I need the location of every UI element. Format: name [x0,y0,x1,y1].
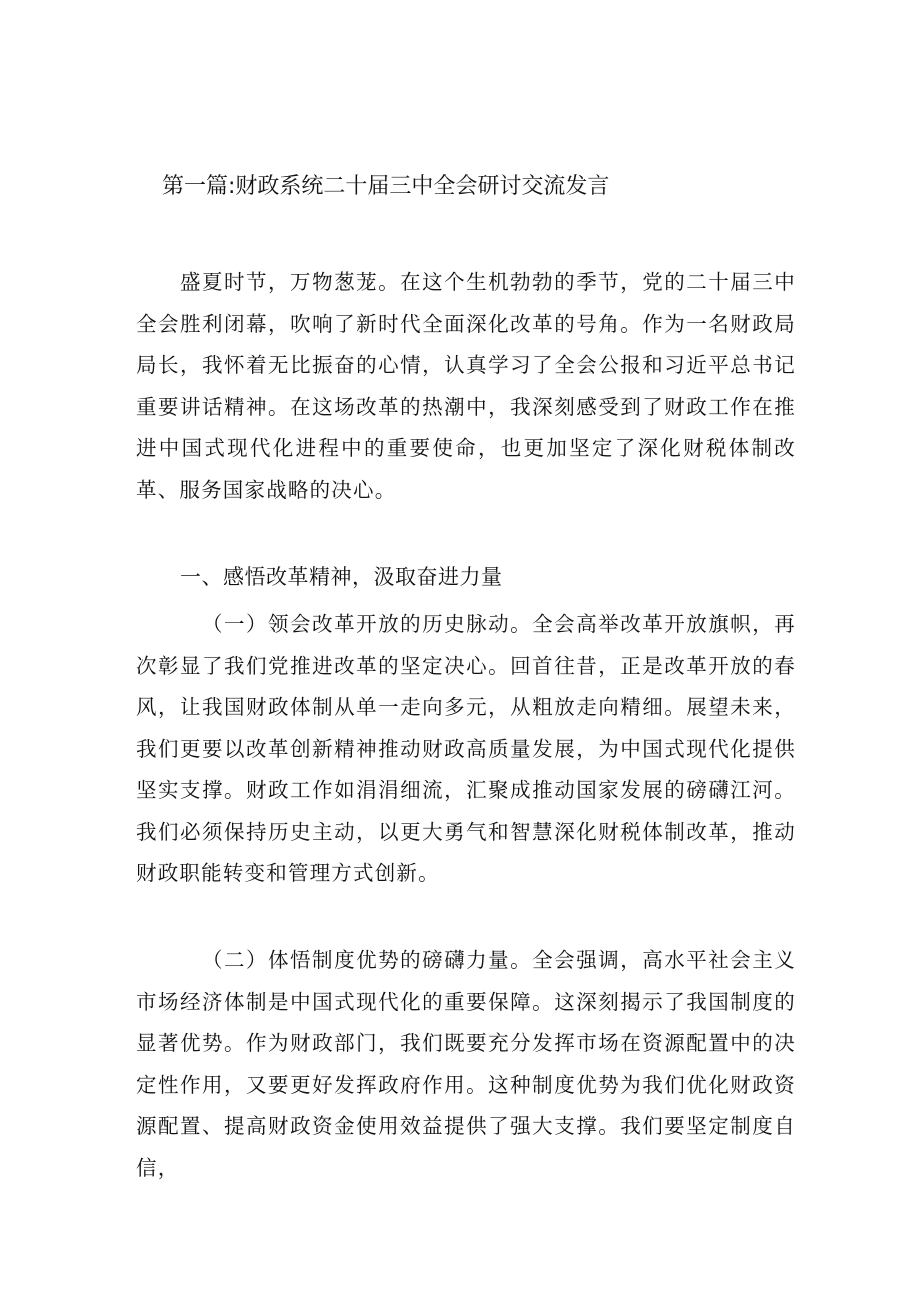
section-paragraph-1: （一）领会改革开放的历史脉动。全会高举改革开放旗帜，再次彰显了我们党推进改革的坚定决心。回首往昔，正是改革开放的春风，让我国财政体制从单一走向多元，从粗放走向精细。展望未来，我们更要以改革创新精神推动财政高质量发展，为中国式现代化提供坚实支撑。财政工作如涓涓细流，汇聚成推动国家发展的磅礴江河。我们必须保持历史主动，以更大勇气和智慧深化财税体制改革，推动财政职能转变和管理方式创新。 [136,612,796,885]
document-title: 第一篇:财政系统二十届三中全会研讨交流发言 [162,174,610,199]
section-heading: 一、感悟改革精神，汲取奋进力量 [180,565,503,589]
section-paragraph-2: （二）体悟制度优势的磅礴力量。全会强调，高水平社会主义市场经济体制是中国式现代化的重要保障。这深刻揭示了我国制度的显著优势。作为财政部门，我们既要充分发挥市场在资源配置中的决定性作用，又要更好发挥政府作用。这种制度优势为我们优化财政资源配置、提高财政资金使用效益提供了强大支撑。我们要坚定制度自信， [136,948,796,1180]
intro-paragraph: 盛夏时节，万物葱茏。在这个生机勃勃的季节，党的二十届三中全会胜利闭幕，吹响了新时代全面深化改革的号角。作为一名财政局局长，我怀着无比振奋的心情，认真学习了全会公报和习近平总书记重要讲话精神。在这场改革的热潮中，我深刻感受到了财政工作在推进中国式现代化进程中的重要使命，也更加坚定了深化财税体制改革、服务国家战略的决心。 [136,270,796,502]
